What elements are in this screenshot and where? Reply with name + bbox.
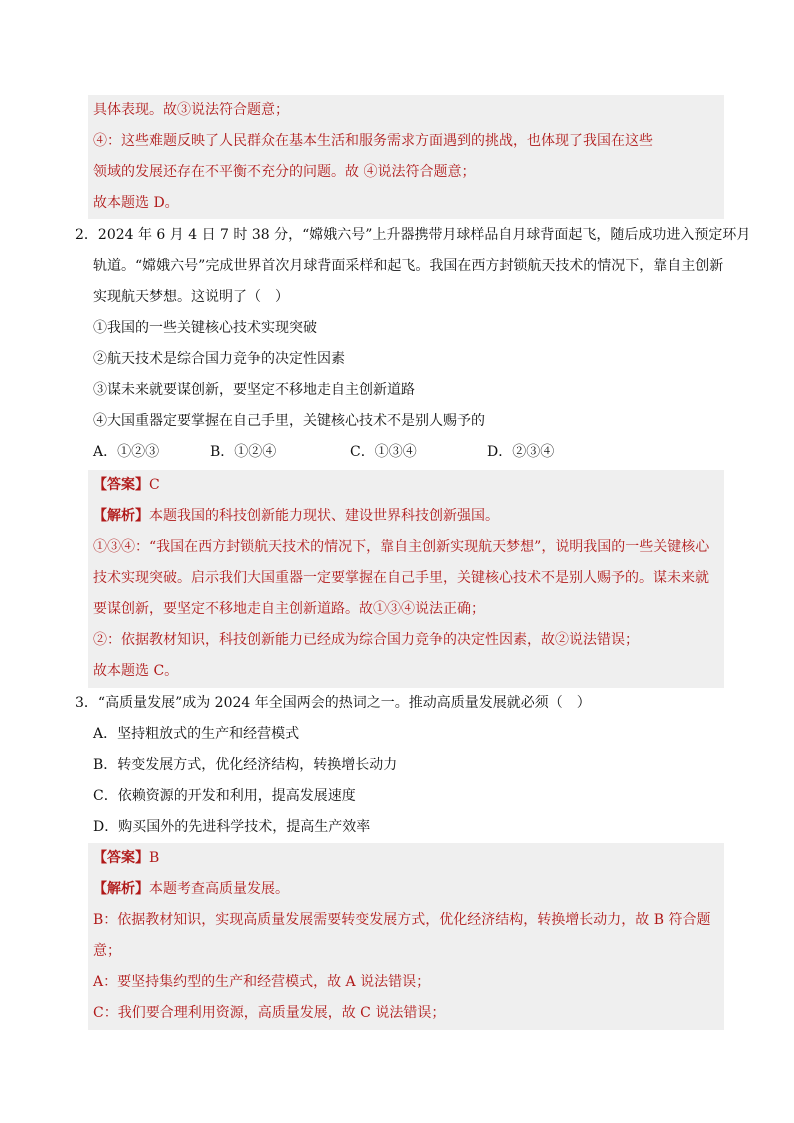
q2-stem-line: 实现航天梦想。这说明了（ ） xyxy=(93,289,289,305)
q3-explanation-line: 意； xyxy=(93,943,121,959)
analysis-text: 本题我国的科技创新能力现状、建设世界科技创新强国。 xyxy=(149,508,499,524)
q3-explanation-line: A：要坚持集约型的生产和经营模式，故 A 说法错误； xyxy=(93,974,431,990)
q2-statement-2: ②航天技术是综合国力竞争的决定性因素 xyxy=(93,351,345,367)
q2-stem-line: 轨道。“嫦娥六号”完成世界首次月球背面采样和起飞。我国在西方封锁航天技术的情况下，靠自主创新 xyxy=(93,258,724,274)
q1-explanation-line: ④：这些难题反映了人民群众在基本生活和服务需求方面遇到的挑战，也体现了我国在这些 xyxy=(93,133,653,149)
q2-analysis xyxy=(93,505,499,527)
q2-statement-4: ④大国重器定要掌握在自己手里，关键核心技术不是别人赐予的 xyxy=(93,413,485,429)
q1-explanation-line: 领域的发展还存在不平衡不充分的问题。故 ④说法符合题意； xyxy=(93,164,476,180)
q3-choice-a: A．坚持粗放式的生产和经营模式 xyxy=(93,726,300,742)
q3-analysis xyxy=(93,878,289,900)
q2-statement-1: ①我国的一些关键核心技术实现突破 xyxy=(93,320,317,336)
q2-stem-line: 2．2024 年 6 月 4 日 7 时 38 分，“嫦娥六号”上升器携带月球样品自月球背面起飞，随后成功进入预定环月 xyxy=(75,227,751,243)
analysis-text: 本题考查高质量发展。 xyxy=(149,881,289,897)
q3-choice-b: B．转变发展方式，优化经济结构，转换增长动力 xyxy=(93,757,398,773)
analysis-tag: 【解析】 xyxy=(93,508,149,524)
q2-choice-c: C．①③④ xyxy=(350,444,417,460)
answer-tag: 【答案】 xyxy=(93,477,149,493)
q2-explanation-line: 要谋创新，要坚定不移地走自主创新道路。故①③④说法正确； xyxy=(93,601,485,617)
q3-choice-d: D．购买国外的先进科学技术，提高生产效率 xyxy=(93,819,371,835)
analysis-tag: 【解析】 xyxy=(93,881,149,897)
answer-tag: 【答案】 xyxy=(93,850,149,866)
q3-answer xyxy=(93,847,159,869)
q2-choice-b: B．①②④ xyxy=(210,444,277,460)
q3-explanation-line: C：我们要合理利用资源，高质量发展，故 C 说法错误； xyxy=(93,1005,446,1021)
q1-explanation-line: 具体表现。故③说法符合题意； xyxy=(93,102,289,118)
q2-explanation-line: 技术实现突破。启示我们大国重器一定要掌握在自己手里，关键核心技术不是别人赐予的。谋未来就 xyxy=(93,570,709,586)
answer-value: C xyxy=(149,477,160,493)
q2-answer xyxy=(93,474,160,496)
q2-choice-a: A．①②③ xyxy=(93,444,160,460)
q1-conclusion: 故本题选 D。 xyxy=(93,195,179,211)
q3-choice-c: C．依赖资源的开发和利用，提高发展速度 xyxy=(93,788,356,804)
q3-stem: 3．“高质量发展”成为 2024 年全国两会的热词之一。推动高质量发展就必须（ ） xyxy=(75,695,591,711)
q3-explanation-line: B：依据教材知识，实现高质量发展需要转变发展方式，优化经济结构，转换增长动力，故 B 符合题 xyxy=(93,912,711,928)
q2-explanation-line: ①③④：“我国在西方封锁航天技术的情况下，靠自主创新实现航天梦想”，说明我国的一些关键核心 xyxy=(93,539,710,555)
q2-statement-3: ③谋未来就要谋创新，要坚定不移地走自主创新道路 xyxy=(93,382,415,398)
q2-conclusion: 故本题选 C。 xyxy=(93,663,179,679)
q2-choice-d: D．②③④ xyxy=(487,444,555,460)
q2-explanation-line: ②：依据教材知识，科技创新能力已经成为综合国力竞争的决定性因素，故②说法错误； xyxy=(93,632,639,648)
answer-value: B xyxy=(149,850,160,866)
